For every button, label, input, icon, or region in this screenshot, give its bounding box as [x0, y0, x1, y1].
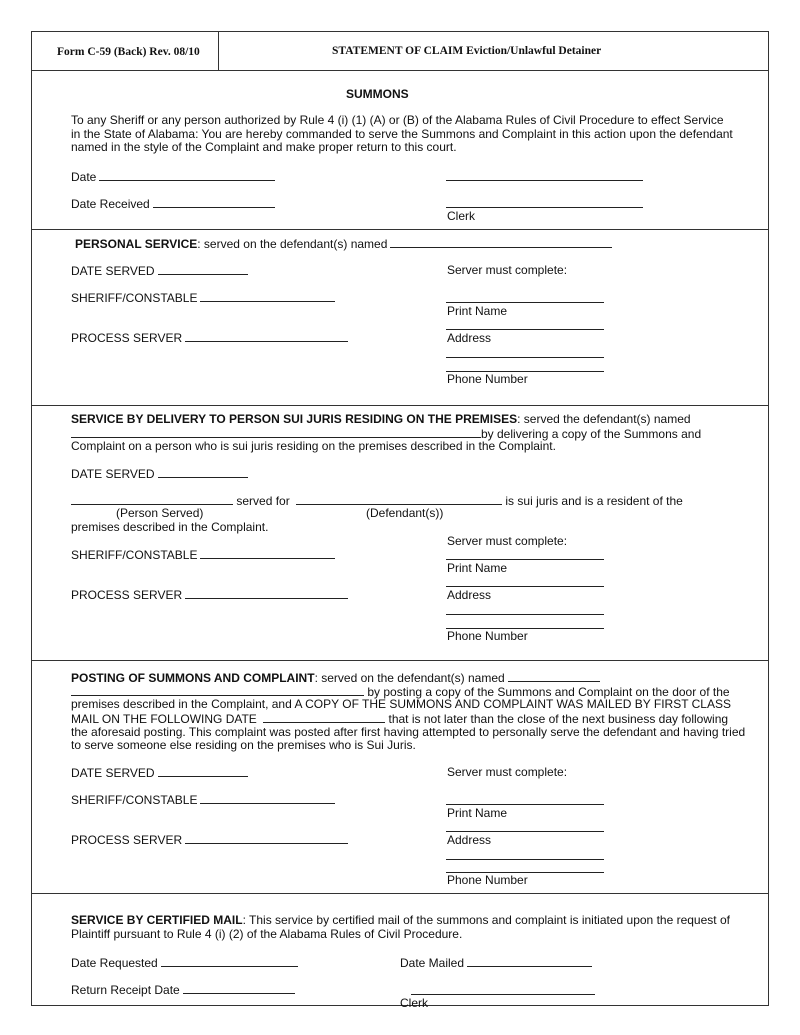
signature-line[interactable] [446, 180, 643, 181]
phone-label: Phone Number [447, 629, 528, 643]
return-receipt-label: Return Receipt Date [71, 983, 180, 997]
address-line-2[interactable] [446, 357, 604, 358]
print-name-label: Print Name [447, 806, 508, 820]
date-mailed-field[interactable] [467, 955, 592, 967]
date-received-field[interactable] [153, 196, 275, 208]
posting-text-6: the aforesaid posting. This complaint was posted after first having attempted to personally serve the defendant and having tried [71, 725, 746, 739]
process-server-field[interactable] [185, 832, 348, 844]
form-id: Form C-59 (Back) Rev. 08/10 [57, 46, 200, 58]
delivery-text-2: by delivering a copy of the Summons and [481, 427, 702, 441]
posting-defendant-field-2[interactable] [71, 684, 364, 696]
process-server-field[interactable] [185, 330, 348, 342]
address-line-2[interactable] [446, 614, 604, 615]
mail-date-field[interactable] [263, 711, 385, 723]
print-name-label: Print Name [447, 304, 508, 318]
print-name-field[interactable] [446, 559, 604, 560]
delivery-heading: SERVICE BY DELIVERY TO PERSON SUI JURIS RESIDING ON THE PREMISES [71, 412, 518, 426]
date-received-label: Date Received [71, 197, 150, 211]
date-requested-field[interactable] [161, 955, 298, 967]
date-row [71, 169, 275, 184]
date-requested-label: Date Requested [71, 956, 158, 970]
clerk-signature-line[interactable] [446, 207, 643, 208]
form-title: STATEMENT OF CLAIM Eviction/Unlawful Detainer [332, 45, 602, 57]
clerk-label: Clerk [400, 996, 429, 1010]
date-served-field[interactable] [158, 765, 248, 777]
date-received-row [71, 196, 275, 211]
person-served-field[interactable] [71, 493, 233, 505]
delivery-text-3: Complaint on a person who is sui juris residing on the premises described in the Complaint. [71, 439, 556, 453]
personal-service-row [75, 236, 612, 251]
delivery-text: : served the defendant(s) named [517, 412, 691, 426]
server-must-complete: Server must complete: [447, 263, 568, 277]
address-label: Address [447, 588, 492, 602]
date-field[interactable] [99, 169, 275, 181]
divider [31, 229, 768, 230]
server-must-complete: Server must complete: [447, 765, 568, 779]
sheriff-field[interactable] [200, 547, 335, 559]
address-line-2[interactable] [446, 859, 604, 860]
print-name-label: Print Name [447, 561, 508, 575]
posting-text-4: MAIL ON THE FOLLOWING DATE [71, 712, 257, 726]
server-must-complete: Server must complete: [447, 534, 568, 548]
posting-text-2: by posting a copy of the Summons and Complaint on the door of the [367, 685, 730, 699]
divider [31, 893, 768, 894]
sui-juris-text: is sui juris and is a resident of the [505, 494, 683, 508]
process-server-label: PROCESS SERVER [71, 331, 183, 345]
summons-body: To any Sheriff or any person authorized by Rule 4 (i) (1) (A) or (B) of the Alabama Rules of Civil Procedure to effect Service in the State of Alabama: You are hereby commanded to serve the Summons and Complaint in this action upon the defendant named in the style of the Complaint and make proper return to this court. [71, 113, 733, 155]
personal-defendant-field[interactable] [390, 236, 612, 248]
process-server-field[interactable] [185, 587, 348, 599]
address-label: Address [447, 331, 492, 345]
date-served-field[interactable] [158, 466, 248, 478]
defendants-field[interactable] [296, 493, 502, 505]
return-receipt-field[interactable] [183, 982, 295, 994]
sheriff-field[interactable] [200, 792, 335, 804]
process-server-label: PROCESS SERVER [71, 833, 183, 847]
clerk-signature-line[interactable] [411, 994, 595, 995]
sheriff-label: SHERIFF/CONSTABLE [71, 548, 198, 562]
posting-text: : served on the defendant(s) named [314, 671, 505, 685]
person-served-caption: (Person Served) [116, 506, 204, 520]
address-label: Address [447, 833, 492, 847]
divider [31, 405, 768, 406]
posting-defendant-field[interactable] [508, 670, 600, 682]
sheriff-label: SHERIFF/CONSTABLE [71, 291, 198, 305]
personal-service-text: : served on the defendant(s) named [197, 237, 388, 251]
delivery-defendant-field[interactable] [71, 426, 481, 438]
posting-text-5: that is not later than the close of the next business day following [388, 712, 729, 726]
summons-title: SUMMONS [346, 87, 409, 101]
certified-heading: SERVICE BY CERTIFIED MAIL [71, 913, 243, 927]
date-served-label: DATE SERVED [71, 264, 155, 278]
posting-text-7: to serve someone else residing on the premises who is Sui Juris. [71, 738, 416, 752]
print-name-field[interactable] [446, 804, 604, 805]
sheriff-field[interactable] [200, 290, 335, 302]
phone-label: Phone Number [447, 873, 528, 887]
date-served-field[interactable] [158, 263, 248, 275]
posting-heading: POSTING OF SUMMONS AND COMPLAINT [71, 671, 315, 685]
date-served-label: DATE SERVED [71, 766, 155, 780]
address-field[interactable] [446, 586, 604, 587]
personal-service-heading: PERSONAL SERVICE [75, 237, 198, 251]
date-mailed-label: Date Mailed [400, 956, 465, 970]
served-for-text: served for [236, 494, 290, 508]
divider [218, 31, 219, 70]
clerk-label: Clerk [447, 209, 476, 223]
date-served-label: DATE SERVED [71, 467, 155, 481]
certified-text-2: Plaintiff pursuant to Rule 4 (i) (2) of the Alabama Rules of Civil Procedure. [71, 927, 463, 941]
print-name-field[interactable] [446, 302, 604, 303]
premises-text: premises described in the Complaint. [71, 520, 269, 534]
sheriff-label: SHERIFF/CONSTABLE [71, 793, 198, 807]
defendants-caption: (Defendant(s)) [366, 506, 444, 520]
date-label: Date [71, 170, 97, 184]
posting-text-3: premises described in the Complaint, and A COPY OF THE SUMMONS AND COMPLAINT WAS MAILED BY FIRST CLASS [71, 697, 731, 711]
phone-label: Phone Number [447, 372, 528, 386]
process-server-label: PROCESS SERVER [71, 588, 183, 602]
address-field[interactable] [446, 329, 604, 330]
address-field[interactable] [446, 831, 604, 832]
divider [31, 660, 768, 661]
divider [31, 70, 768, 71]
certified-text: : This service by certified mail of the summons and complaint is initiated upon the request of [242, 913, 730, 927]
